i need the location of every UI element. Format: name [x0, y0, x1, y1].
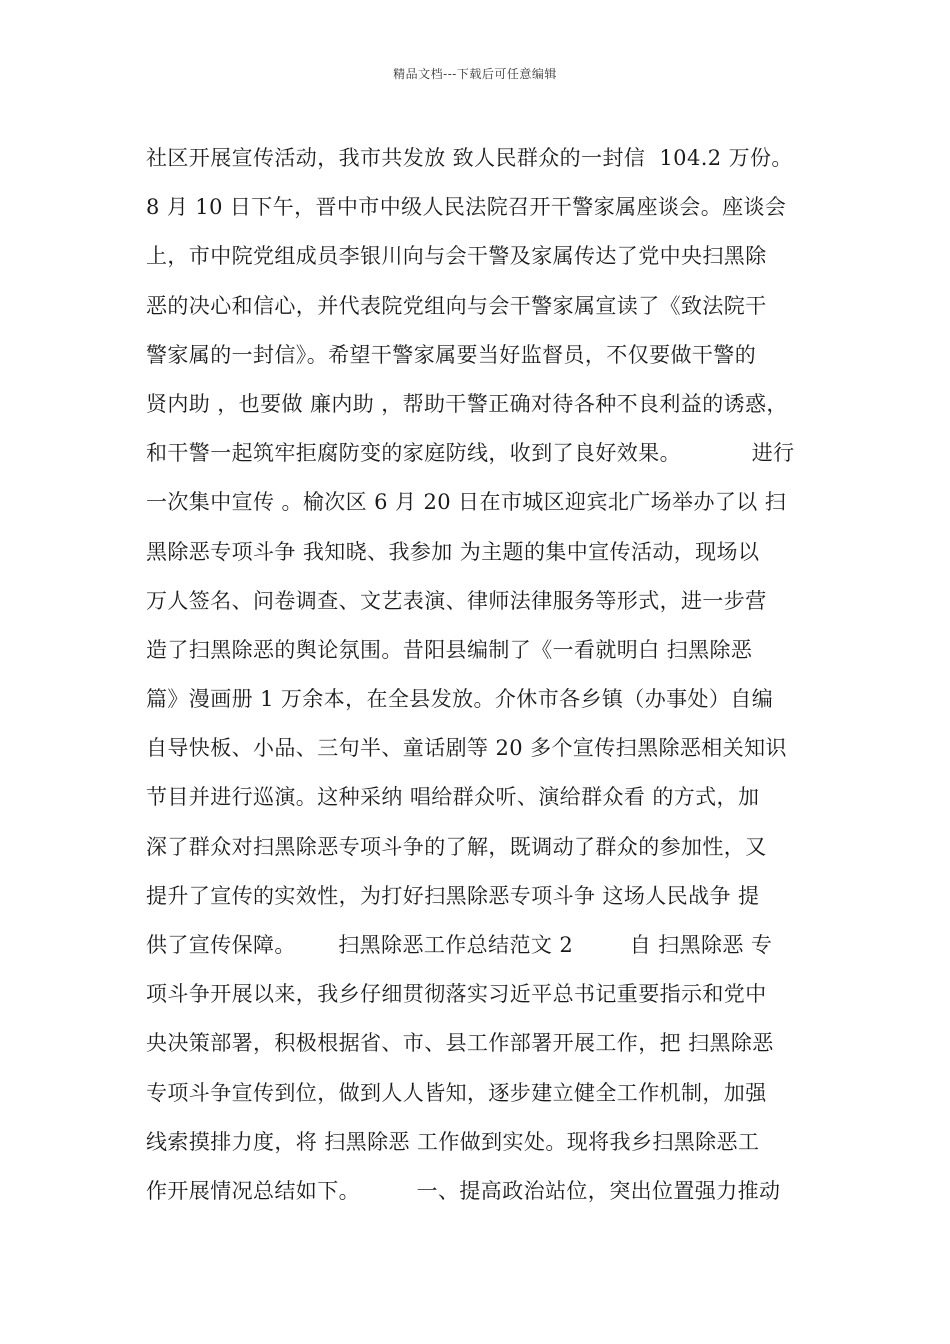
text-line: 项斗争开展以来，我乡仔细贯彻落实习近平总书记重要指示和党中: [146, 982, 767, 1007]
text-line: 深了群众对扫黑除恶专项斗争的了解，既调动了群众的参加性，又: [146, 834, 767, 859]
text-line: 警家属的一封信》。希望干警家属要当好监督员，不仅要做干警的: [146, 342, 757, 367]
text-line: 提升了宣传的实效性，为打好扫黑除恶专项斗争 这场人民战争 提: [146, 883, 760, 908]
text-line: 造了扫黑除恶的舆论氛围。昔阳县编制了《一看就明白 扫黑除恶: [146, 637, 753, 662]
text-line: 上，市中院党组成员李银川向与会干警及家属传达了党中央扫黑除: [146, 244, 767, 269]
text-line: 和干警一起筑牢拒腐防变的家庭防线，收到了良好效果。 进行: [146, 441, 795, 466]
text-line: 作开展情况总结如下。 一、提高政治站位，突出位置强力推动: [146, 1178, 781, 1203]
page-header: 精品文档---下载后可任意编辑: [393, 67, 557, 81]
text-line: 专项斗争宣传到位，做到人人皆知，逐步建立健全工作机制，加强: [146, 1080, 767, 1105]
text-line: 一次集中宣传 。榆次区 6 月 20 日在市城区迎宾北广场举办了以 扫: [146, 490, 787, 515]
text-line: 社区开展宣传活动，我市共发放 致人民群众的一封信 104.2 万份。: [146, 146, 793, 170]
text-line: 8 月 10 日下午，晋中市中级人民法院召开干警家属座谈会。座谈会: [146, 195, 787, 220]
text-line: 节目并进行巡演。这种采纳 唱给群众听、演给群众看 的方式，加: [146, 785, 760, 810]
text-line: 央决策部署，积极根据省、市、县工作部署开展工作，把 扫黑除恶: [146, 1031, 774, 1056]
text-line: 自导快板、小品、三句半、童话剧等 20 多个宣传扫黑除恶相关知识: [146, 736, 787, 761]
text-line: 万人签名、问卷调查、文艺表演、律师法律服务等形式，进一步营: [146, 588, 767, 613]
text-line: 供了宣传保障。 扫黑除恶工作总结范文 2 自 扫黑除恶 专: [146, 933, 773, 957]
body-text: [146, 134, 826, 1216]
text-line: 贤内助 ，也要做 廉内助 ，帮助干警正确对待各种不良利益的诱惑，: [146, 391, 788, 416]
text-line: 线索摸排力度，将 扫黑除恶 工作做到实处。现将我乡扫黑除恶工: [146, 1129, 760, 1154]
text-line: 恶的决心和信心，并代表院党组向与会干警家属宣读了《致法院干: [146, 293, 767, 318]
text-line: 篇》漫画册 1 万余本，在全县发放。介休市各乡镇（办事处）自编: [146, 687, 774, 712]
text-line: 黑除恶专项斗争 我知晓、我参加 为主题的集中宣传活动，现场以: [146, 539, 760, 564]
